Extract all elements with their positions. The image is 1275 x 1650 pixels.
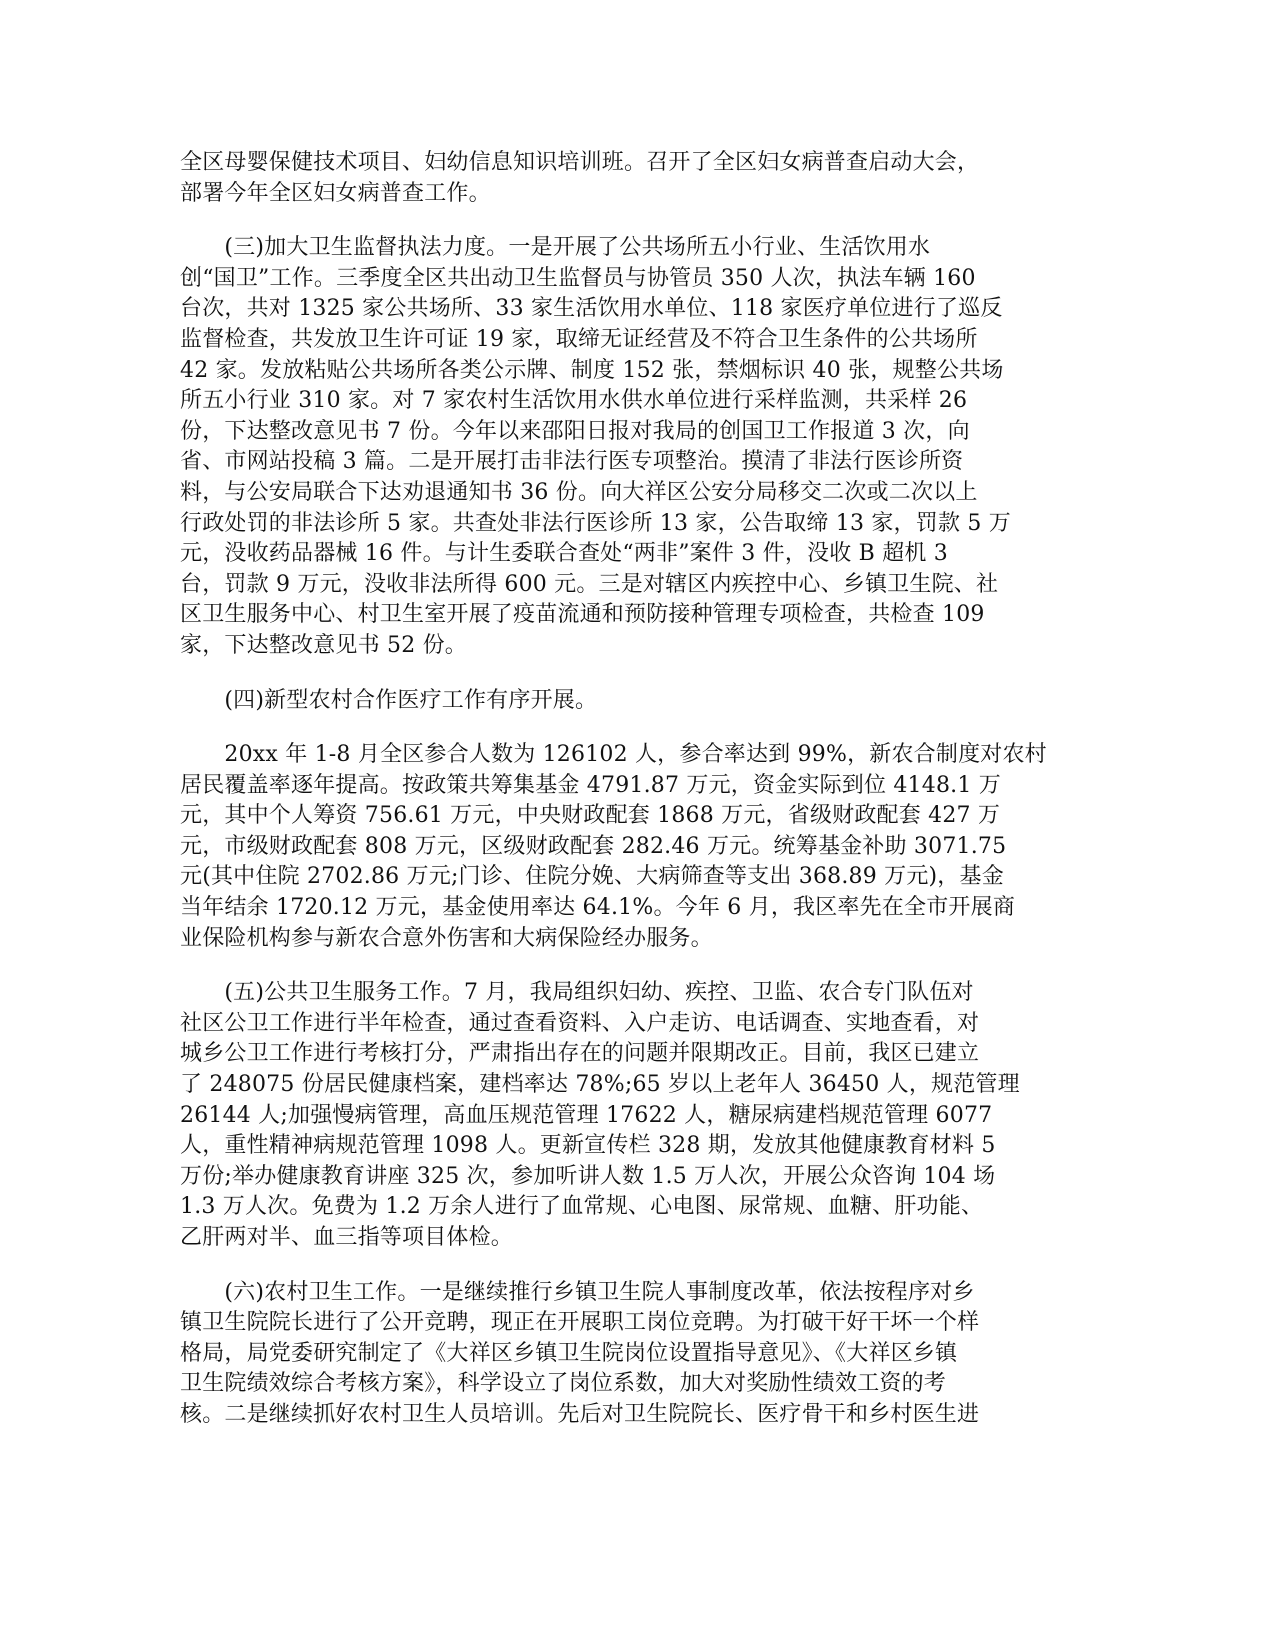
text-line: 乙肝两对半、血三指等项目体检。	[180, 1225, 514, 1250]
text-line: 台，罚款 9 万元，没收非法所得 600 元。三是对辖区内疾控中心、乡镇卫生院、社	[180, 571, 999, 597]
text-line: 当年结余 1720.12 万元，基金使用率达 64.1%。今年 6 月，我区率先在全市开展商	[180, 895, 1016, 921]
paragraph	[180, 686, 1090, 717]
text-line: 区卫生服务中心、村卫生室开展了疫苗流通和预防接种管理专项检查，共检查 109	[180, 602, 985, 628]
text-line: 省、市网站投稿 3 篇。二是开展打击非法行医专项整治。摸清了非法行医诊所资	[180, 449, 964, 475]
text-line: 26144 人;加强慢病管理，高血压规范管理 17622 人，糖尿病建档规范管理 6077	[180, 1102, 993, 1128]
paragraph	[180, 978, 1090, 1253]
text-line: 社区公卫工作进行半年检查，通过查看资料、入户走访、电话调查、实地查看，对	[180, 1010, 980, 1036]
text-line: (五)公共卫生服务工作。7 月，我局组织妇幼、疾控、卫监、农合专门队伍对	[180, 980, 974, 1006]
paragraph	[180, 740, 1090, 954]
text-line: 核。二是继续抓好农村卫生人员培训。先后对卫生院院长、医疗骨干和乡村医生进	[180, 1401, 980, 1427]
text-line: 份，下达整改意见书 7 份。今年以来邵阳日报对我局的创国卫工作报道 3 次，向	[180, 418, 970, 444]
text-line: 料，与公安局联合下达劝退通知书 36 份。向大祥区公安分局移交二次或二次以上	[180, 479, 978, 505]
text-line: 1.3 万人次。免费为 1.2 万余人进行了血常规、心电图、尿常规、血糖、肝功能、	[180, 1194, 984, 1220]
text-line: 部署今年全区妇女病普查工作。	[180, 180, 491, 206]
text-line: 元，没收药品器械 16 件。与计生委联合查处“两非”案件 3 件，没收 B 超机 3	[180, 541, 949, 567]
text-line: 20xx 年 1-8 月全区参合人数为 126102 人，参合率达到 99%，新农合制度对农村	[180, 742, 1047, 768]
text-line: 城乡公卫工作进行考核打分，严肃指出存在的问题并限期改正。目前，我区已建立	[180, 1041, 980, 1067]
document-page	[180, 148, 1090, 1455]
text-line: 镇卫生院院长进行了公开竞聘，现正在开展职工岗位竞聘。为打破干好干坏一个样	[180, 1310, 980, 1336]
text-line: 了 248075 份居民健康档案，建档率达 78%;65 岁以上老年人 36450 人，规范管理	[180, 1072, 1020, 1098]
text-line: 居民覆盖率逐年提高。按政策共筹集基金 4791.87 万元，资金实际到位 4148.1 万	[180, 772, 1001, 798]
text-line: 全区母婴保健技术项目、妇幼信息知识培训班。召开了全区妇女病普查启动大会，	[180, 150, 980, 175]
text-line: 家，下达整改意见书 52 份。	[180, 632, 467, 658]
text-line: 元，其中个人筹资 756.61 万元，中央财政配套 1868 万元，省级财政配套 427 万	[180, 803, 1001, 829]
paragraph	[180, 148, 1090, 209]
text-line: 所五小行业 310 家。对 7 家农村生活饮用水供水单位进行采样监测，共采样 26	[180, 388, 968, 414]
text-line: 万份;举办健康教育讲座 325 次，参加听讲人数 1.5 万人次，开展公众咨询 104 场	[180, 1163, 996, 1189]
text-line: (六)农村卫生工作。一是继续推行乡镇卫生院人事制度改革，依法按程序对乡	[180, 1279, 975, 1305]
text-line: 行政处罚的非法诊所 5 家。共查处非法行医诊所 13 家，公告取缔 13 家，罚款 5 万	[180, 510, 1011, 536]
text-line: 台次，共对 1325 家公共场所、33 家生活饮用水单位、118 家医疗单位进行了巡反	[180, 296, 1003, 322]
text-line: 监督检查，共发放卫生许可证 19 家，取缔无证经营及不符合卫生条件的公共场所	[180, 326, 978, 352]
text-line: (四)新型农村合作医疗工作有序开展。	[180, 687, 598, 713]
text-line: 卫生院绩效综合考核方案》，科学设立了岗位系数，加大对奖励性绩效工资的考	[180, 1371, 947, 1397]
text-line: 格局，局党委研究制定了《大祥区乡镇卫生院岗位设置指导意见》、《大祥区乡镇	[180, 1340, 958, 1366]
paragraph	[180, 233, 1090, 661]
text-line: 42 家。发放粘贴公共场所各类公示牌、制度 152 张，禁烟标识 40 张，规整公共场	[180, 357, 1004, 383]
paragraph	[180, 1278, 1090, 1431]
text-line: 元(其中住院 2702.86 万元;门诊、住院分娩、大病筛查等支出 368.89 万元)，基金	[180, 864, 1004, 890]
text-line: 人，重性精神病规范管理 1098 人。更新宣传栏 328 期，发放其他健康教育材料 5	[180, 1133, 996, 1159]
text-line: 创“国卫”工作。三季度全区共出动卫生监督员与协管员 350 人次，执法车辆 160	[180, 265, 976, 291]
text-line: (三)加大卫生监督执法力度。一是开展了公共场所五小行业、生活饮用水	[180, 235, 931, 261]
text-line: 业保险机构参与新农合意外伤害和大病保险经办服务。	[180, 925, 713, 951]
text-line: 元，市级财政配套 808 万元，区级财政配套 282.46 万元。统筹基金补助 3071.75	[180, 833, 1007, 859]
